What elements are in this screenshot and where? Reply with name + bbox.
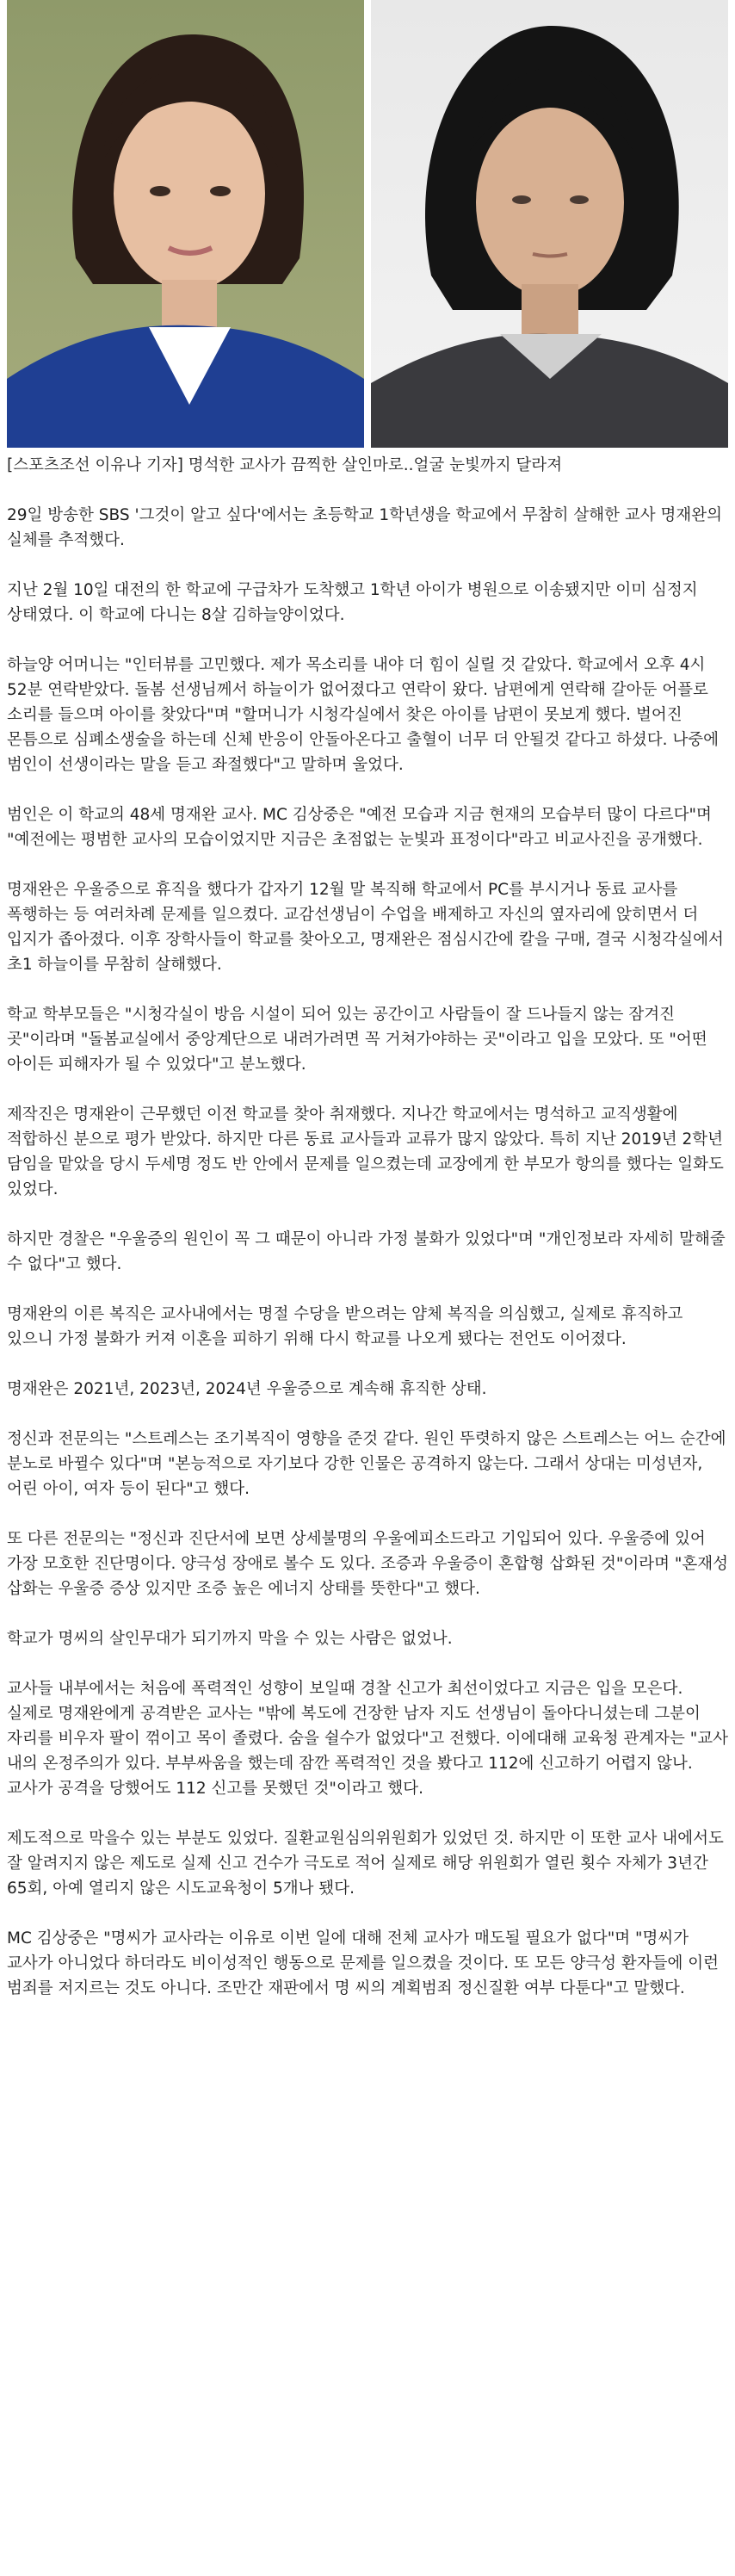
article-paragraph: 또 다른 전문의는 "정신과 진단서에 보면 상세불명의 우울에피소드라고 기입되어 있다. 우울증에 있어 가장 모호한 진단명이다. 양극성 장애로 볼수 도 있다. 조증과 우울증이 혼합형 삽화된 것"이라며 "혼재성 삽화는 우울증 증상 있지만 조증 높은 에너지 상태를 뜻한다"고 했다.	[7, 1530, 728, 1598]
article-paragraph: 명재완은 우울증으로 휴직을 했다가 갑자기 12월 말 복직해 학교에서 PC를 부시거나 동료 교사를 폭행하는 등 여러차례 문제를 일으켰다. 교감선생님이 수업을 배제하고 자신의 옆자리에 앉히면서 더 입지가 좁아졌다. 이후 장학사들이 학교를 찾아오고, 명재완은 점심시간에 칼을 구매, 결국 시청각실에서 초1 하늘이를 무참히 살해했다.	[7, 881, 724, 974]
past-portrait-photo	[7, 0, 364, 448]
article-paragraph: 제도적으로 막을수 있는 부분도 있었다. 질환교원심의위원회가 있었던 것. 하지만 이 또한 교사 내에서도 잘 알려지지 않은 제도로 실제 신고 건수가 극도로 적어 실제로 해당 위원회가 열린 횟수 자체가 3년간 65회, 아예 열리지 않은 시도교육청이 5개나 됐다.	[7, 1830, 724, 1898]
article-paragraph: 학교 학부모들은 "시청각실이 방음 시설이 되어 있는 공간이고 사람들이 잘 드나들지 않는 잠겨진 곳"이라며 "돌봄교실에서 중앙계단으로 내려가려면 꼭 거쳐가야하는 곳"이라고 입을 모았다. 또 "어떤 아이든 피해자가 될 수 있었다"고 분노했다.	[7, 1006, 707, 1074]
article-paragraph: 범인은 이 학교의 48세 명재완 교사. MC 김상중은 "예전 모습과 지금 현재의 모습부터 많이 다르다"며 "예전에는 평범한 교사의 모습이었지만 지금은 초점없는 눈빛과 표정이다"라고 비교사진을 공개했다.	[7, 806, 712, 849]
article-paragraph: 학교가 명씨의 살인무대가 되기까지 막을 수 있는 사람은 없었나.	[7, 1630, 453, 1648]
photo-caption: [스포츠조선 이유나 기자] 명석한 교사가 끔찍한 살인마로..얼굴 눈빛까지 달라져	[7, 456, 563, 474]
article-paragraph: 29일 방송한 SBS '그것이 알고 싶다'에서는 초등학교 1학년생을 학교에서 무참히 살해한 교사 명재완의 실체를 추적했다.	[7, 506, 723, 549]
article-paragraph: 제작진은 명재완이 근무했던 이전 학교를 찾아 취재했다. 지나간 학교에서는 명석하고 교직생활에 적합하신 분으로 평가 받았다. 하지만 다른 동료 교사들과 교류가 많지 않았다. 특히 지난 2019년 2학년 담임을 맡았을 당시 두세명 정도 반 안에서 문제를 일으켰는데 교장에게 한 부모가 항의를 했다는 일화도 있었다.	[7, 1105, 724, 1198]
current-mugshot-photo	[371, 0, 728, 448]
comparison-photos	[7, 0, 728, 448]
article-paragraph: 정신과 전문의는 "스트레스는 조기복직이 영향을 준것 같다. 원인 뚜렷하지 않은 스트레스는 어느 순간에 분노로 바뀔수 있다"며 "본능적으로 자기보다 강한 인물은 공격하지 않는다. 그래서 상대는 미성년자, 어린 아이, 여자 등이 된다"고 했다.	[7, 1430, 726, 1498]
article-paragraph: 하늘양 어머니는 "인터뷰를 고민했다. 제가 목소리를 내야 더 힘이 실릴 것 같았다. 학교에서 오후 4시 52분 연락받았다. 돌봄 선생님께서 하늘이가 없어졌다고 연락이 왔다. 남편에게 연락해 갈아둔 어플로 소리를 들으며 아이를 찾았다"며 "할머니가 시청각실에서 찾은 아이를 남편이 못보게 했다. 벌어진 몬틈으로 심폐소생술을 하는데 신체 반응이 안돌아온다고 출혈이 너무 더 안될것 같다고 하셨다. 나중에 범인이 선생이라는 말을 듣고 좌절했다"고 말하며 울었다.	[7, 656, 720, 774]
article-paragraph: MC 김상중은 "명씨가 교사라는 이유로 이번 일에 대해 전체 교사가 매도될 필요가 없다"며 "명씨가 교사가 아니었다 하더라도 비이성적인 행동으로 문제를 일으켰을 것이다. 또 모든 양극성 환자들에 이런 범죄를 저지르는 것도 아니다. 조만간 재판에서 명 씨의 계획범죄 정신질환 여부 다툰다"고 말했다.	[7, 1929, 720, 1997]
article-paragraph: 지난 2월 10일 대전의 한 학교에 구급차가 도착했고 1학년 아이가 병원으로 이송됐지만 이미 심정지 상태였다. 이 학교에 다니는 8살 김하늘양이었다.	[7, 581, 698, 624]
article-paragraph: 명재완의 이른 복직은 교사내에서는 명절 수당을 받으려는 얌체 복직을 의심했고, 실제로 휴직하고 있으니 가정 불화가 커져 이혼을 피하기 위해 다시 학교를 나오게 됐다는 전언도 이어졌다.	[7, 1305, 683, 1348]
article-body	[7, 453, 728, 2026]
article-paragraph: 명재완은 2021년, 2023년, 2024년 우울증으로 계속해 휴직한 상태.	[7, 1380, 487, 1398]
article-paragraph: 하지만 경찰은 "우울증의 원인이 꼭 그 때문이 아니라 가정 불화가 있었다"며 "개인정보라 자세히 말해줄 수 없다"고 했다.	[7, 1230, 726, 1273]
article-paragraph: 교사들 내부에서는 처음에 폭력적인 성향이 보일때 경찰 신고가 최선이었다고 지금은 입을 모은다. 실제로 명재완에게 공격받은 교사는 "밖에 복도에 건장한 남자 지도 선생님이 돌아다니셨는데 그분이 자리를 비우자 팔이 꺾이고 목이 졸렸다. 숨을 쉴수가 없었다"고 전했다. 이에대해 교육청 관계자는 "교사 내의 온정주의가 있다. 부부싸움을 했는데 잠깐 폭력적인 것을 봤다고 112에 신고하기 어렵지 않나. 교사가 공격을 당했어도 112 신고를 못했던 것"이라고 했다.	[7, 1680, 728, 1798]
